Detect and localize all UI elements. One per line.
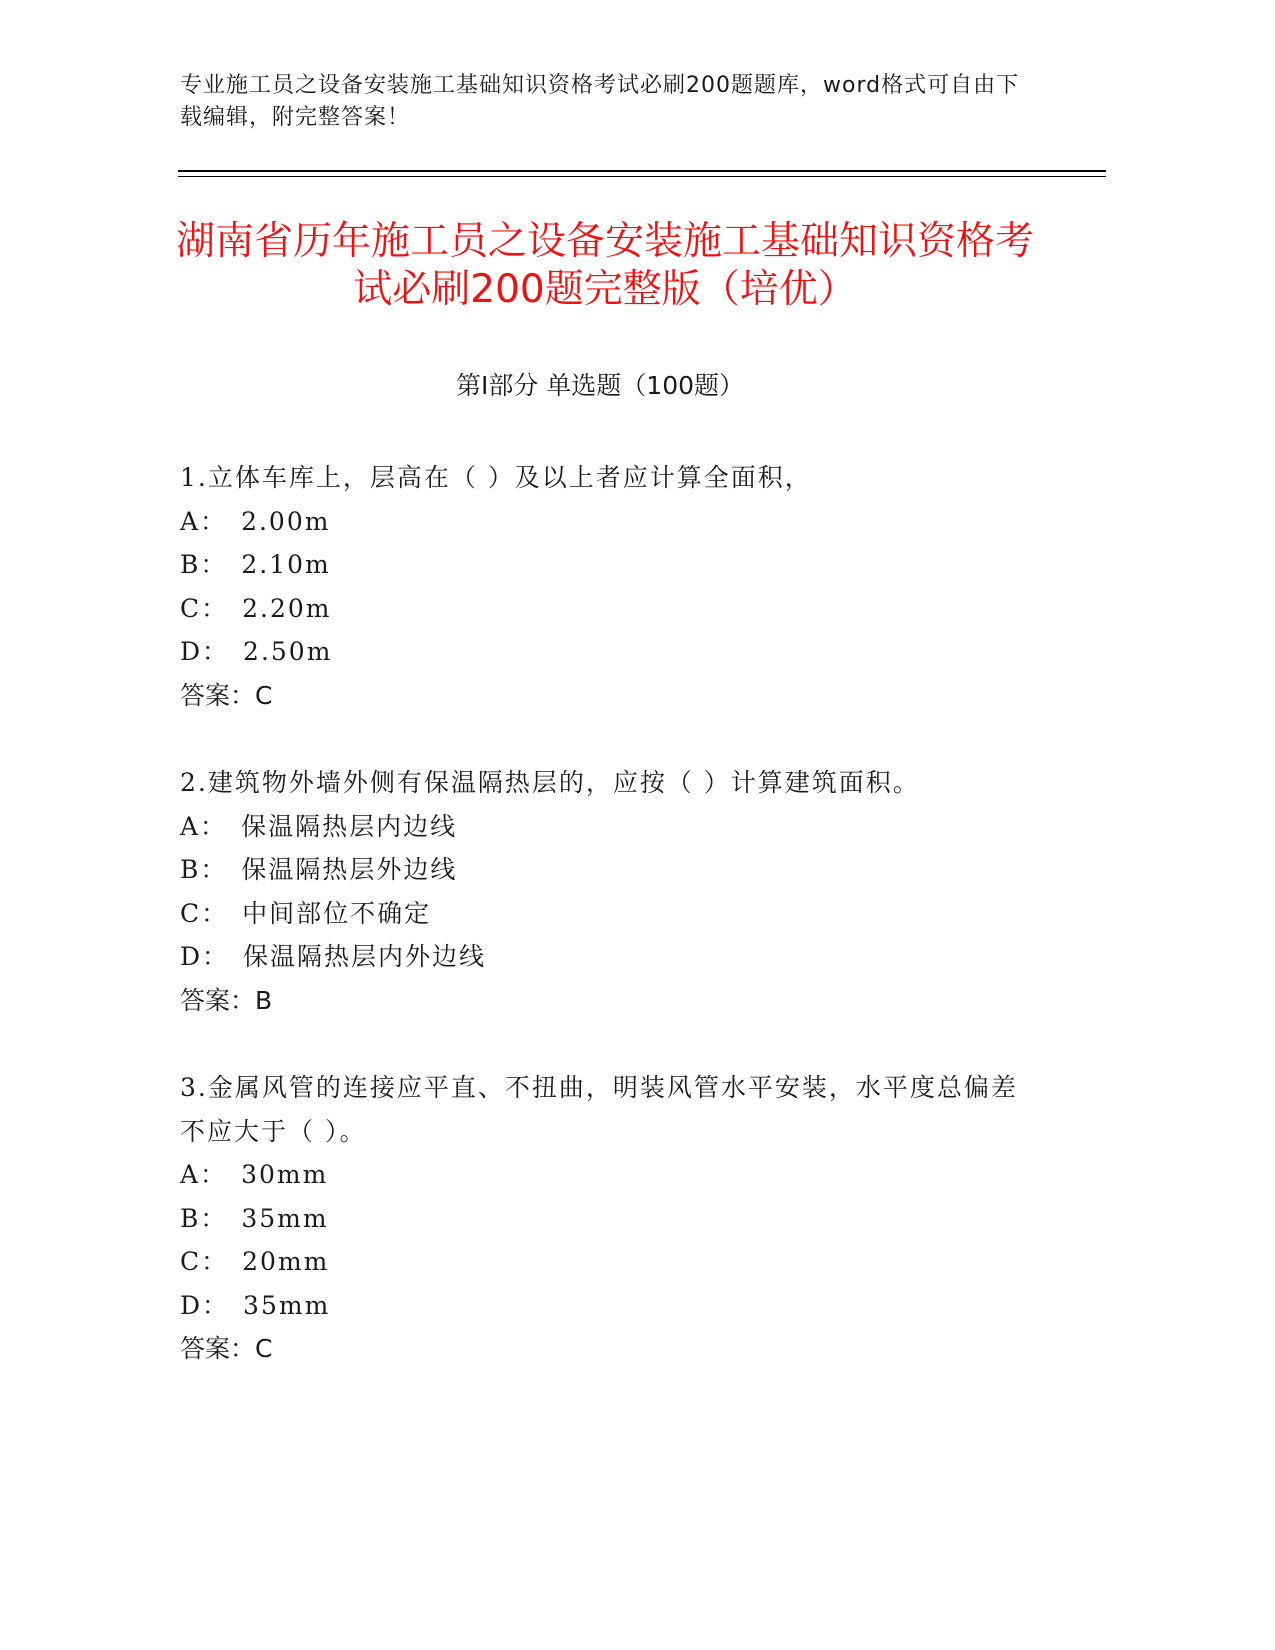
answer-line: 答案：B xyxy=(180,985,273,1015)
document-title: 湖南省历年施工员之设备安装施工基础知识资格考试必刷200题完整版（培优） xyxy=(175,219,1034,312)
option-b xyxy=(180,1197,1040,1241)
option-b xyxy=(180,848,1040,892)
option-key: D： xyxy=(180,1290,230,1320)
question-2 xyxy=(180,761,1040,1022)
option-text: 35mm xyxy=(243,1290,331,1320)
option-key: C： xyxy=(180,593,229,623)
option-key: D： xyxy=(180,942,230,971)
question-3 xyxy=(180,1066,1040,1371)
option-key: A： xyxy=(180,811,228,841)
option-text: 保温隔热层内外边线 xyxy=(243,942,487,971)
option-d xyxy=(180,630,1040,674)
option-key: C： xyxy=(180,1247,229,1276)
option-key: B： xyxy=(180,550,228,579)
option-text: 保温隔热层内边线 xyxy=(241,811,458,841)
option-text: 35mm xyxy=(241,1203,329,1233)
header-rule-thick xyxy=(178,170,1106,172)
option-text: 2.00m xyxy=(241,506,331,536)
option-text: 2.50m xyxy=(243,637,333,666)
header-note: 专业施工员之设备安装施工基础知识资格考试必刷200题题库，word格式可自由下载编辑，附完整答案！ xyxy=(180,73,1020,130)
option-key: B： xyxy=(180,855,228,884)
option-text: 30mm xyxy=(241,1160,329,1189)
option-text: 中间部位不确定 xyxy=(242,898,432,928)
option-key: C： xyxy=(180,898,229,928)
option-text: 20mm xyxy=(242,1247,330,1276)
option-a xyxy=(180,500,1040,544)
option-d xyxy=(180,1284,1040,1328)
answer-line: 答案：C xyxy=(180,680,273,710)
option-c xyxy=(180,892,1040,936)
question-stem: 2.建筑物外墙外侧有保温隔热层的，应按（ ）计算建筑面积。 xyxy=(180,768,920,797)
option-c xyxy=(180,587,1040,631)
question-1 xyxy=(180,456,1040,717)
question-list xyxy=(180,456,1040,1415)
option-text: 2.20m xyxy=(242,593,332,623)
option-key: A： xyxy=(180,1160,228,1189)
option-a xyxy=(180,1153,1040,1197)
question-stem: 1.立体车库上，层高在（ ）及以上者应计算全面积， xyxy=(180,463,812,492)
option-text: 2.10m xyxy=(241,550,331,579)
section-title: 第Ⅰ部分 单选题（100题） xyxy=(455,371,745,400)
answer-line: 答案：C xyxy=(180,1334,273,1363)
question-stem: 3.金属风管的连接应平直、不扭曲，明装风管水平安装，水平度总偏差不应大于（ ）。 xyxy=(180,1073,1018,1146)
option-b xyxy=(180,543,1040,587)
header-rule-thin xyxy=(178,176,1106,177)
option-c xyxy=(180,1240,1040,1284)
option-key: D： xyxy=(180,637,230,666)
option-d xyxy=(180,935,1040,979)
option-a xyxy=(180,805,1040,849)
option-text: 保温隔热层外边线 xyxy=(241,855,458,884)
option-key: B： xyxy=(180,1203,228,1233)
option-key: A： xyxy=(180,506,228,536)
